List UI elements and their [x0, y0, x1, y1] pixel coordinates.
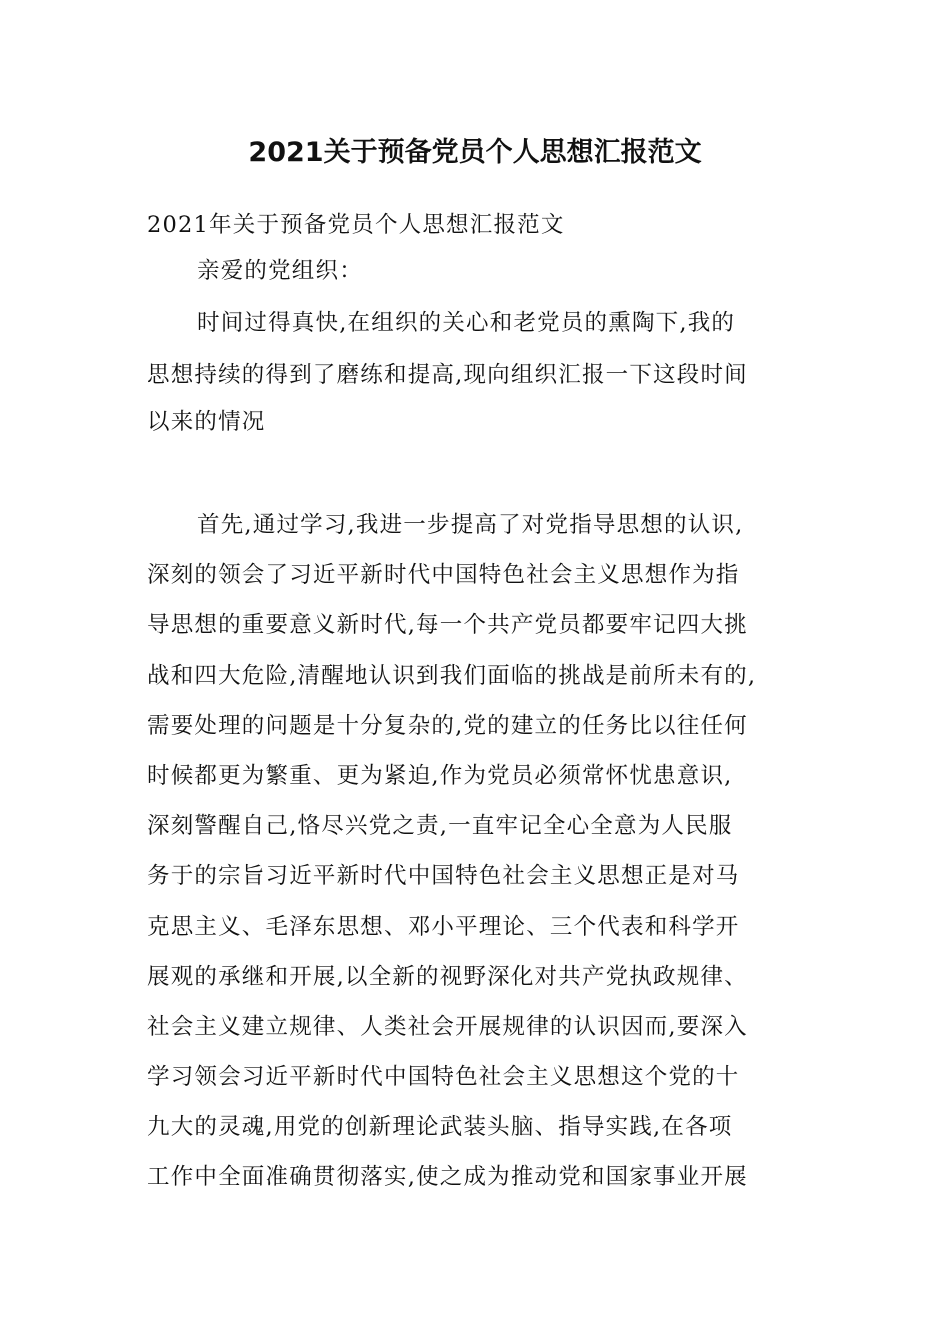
paragraph-line: 务于的宗旨习近平新时代中国特色社会主义思想正是对马 [147, 863, 740, 889]
salutation: 亲爱的党组织： [197, 258, 363, 284]
paragraph-line: 深刻警醒自己,恪尽兴党之责,一直牢记全心全意为人民服 [147, 813, 733, 839]
paragraph-line: 导思想的重要意义新时代,每一个共产党员都要牢记四大挑 [147, 612, 748, 638]
paragraph-line: 思想持续的得到了磨练和提高,现向组织汇报一下这段时间 [147, 362, 748, 388]
paragraph-line: 克思主义、毛泽东思想、邓小平理论、三个代表和科学开 [147, 914, 740, 940]
document-title: 2021关于预备党员个人思想汇报范文 [248, 137, 702, 168]
paragraph-line: 工作中全面准确贯彻落实,使之成为推动党和国家事业开展 [147, 1164, 748, 1190]
paragraph-line: 展观的承继和开展,以全新的视野深化对共产党执政规律、 [147, 964, 748, 990]
paragraph-line: 深刻的领会了习近平新时代中国特色社会主义思想作为指 [147, 562, 740, 588]
paragraph-line: 以来的情况 [147, 409, 266, 435]
paragraph-line: 战和四大危险,清醒地认识到我们面临的挑战是前所未有的, [147, 663, 757, 689]
document-subtitle: 2021年关于预备党员个人思想汇报范文 [147, 212, 565, 238]
paragraph-line: 九大的灵魂,用党的创新理论武装头脑、指导实践,在各项 [147, 1114, 733, 1140]
paragraph-line: 学习领会习近平新时代中国特色社会主义思想这个党的十 [147, 1064, 740, 1090]
paragraph-line: 首先,通过学习,我进一步提高了对党指导思想的认识, [197, 512, 744, 538]
paragraph-line: 时候都更为繁重、更为紧迫,作为党员必须常怀忧患意识, [147, 763, 733, 789]
paragraph-line: 时间过得真快,在组织的关心和老党员的熏陶下,我的 [197, 310, 736, 336]
paragraph-line: 需要处理的问题是十分复杂的,党的建立的任务比以往任何 [147, 713, 748, 739]
paragraph-line: 社会主义建立规律、人类社会开展规律的认识因而,要深入 [147, 1014, 748, 1040]
